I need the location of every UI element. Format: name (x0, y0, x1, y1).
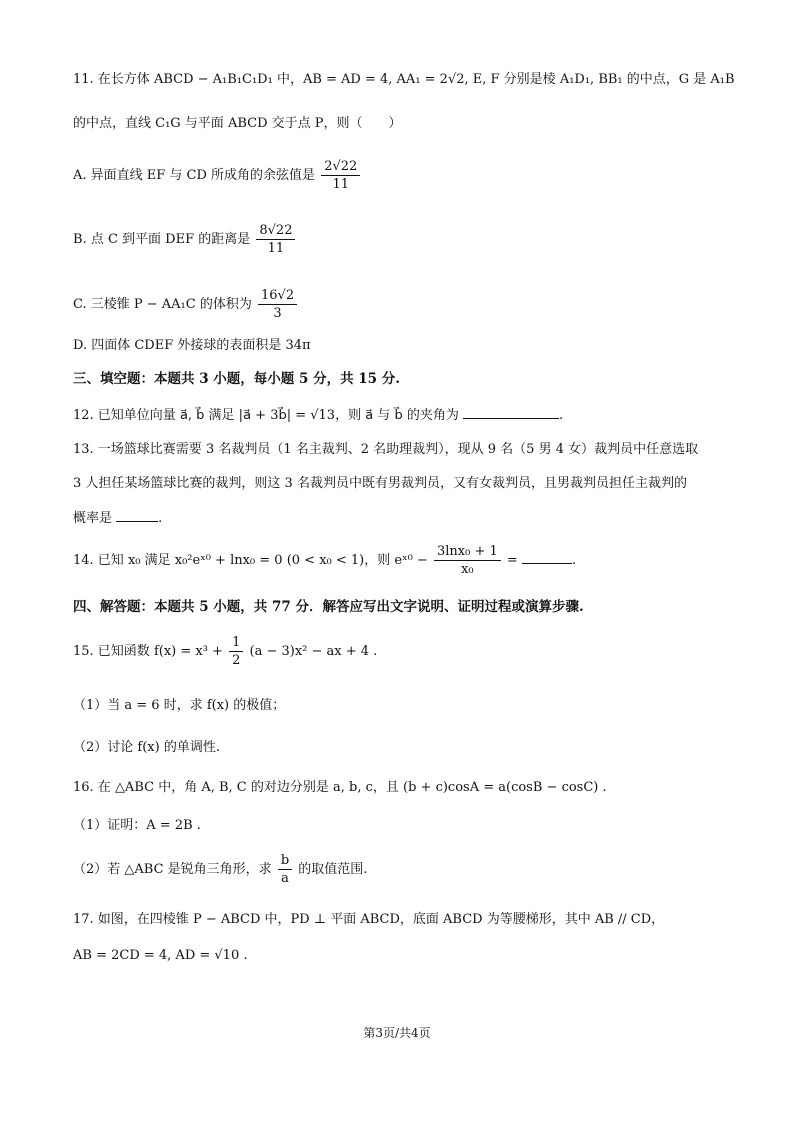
q15-part2: （2）讨论 f(x) 的单调性. (73, 740, 220, 755)
q11-option-c-fraction (258, 287, 297, 322)
q13-end: . (158, 511, 163, 526)
q14-equals: = (506, 553, 518, 568)
q16-part2 (73, 852, 367, 887)
q11-option-c-denominator: 3 (273, 306, 282, 321)
q16-ratio-numerator: b (278, 852, 292, 870)
section-fill-in-heading: 三、填空题：本题共 3 小题，每小题 5 分，共 15 分. (73, 371, 400, 387)
q12-text: 12. 已知单位向量 a⃗, b⃗ 满足 |a⃗ + 3b⃗| = √13，则 a⃗ 与 b⃗ 的夹角为 (73, 408, 459, 423)
q12-answer-blank[interactable] (463, 404, 559, 419)
q15-half-denominator: 2 (232, 653, 241, 668)
q14-denominator: x₀ (461, 562, 474, 577)
q13-stem-line2: 3 人担任某场篮球比赛的裁判，则这 3 名裁判员中既有男裁判员，又有女裁判员，且男裁判员担任主裁判的 (73, 476, 687, 491)
q14-answer-blank[interactable] (522, 549, 572, 564)
q11-option-b (73, 222, 297, 257)
q17-stem-line2: AB = 2CD = 4, AD = √10 . (73, 948, 248, 963)
q15-stem (73, 634, 377, 669)
q11-stem-line2: 的中点，直线 C₁G 与平面 ABCD 交于点 P，则（ ） (73, 116, 402, 131)
q15-half-numerator: 1 (229, 634, 243, 652)
q15-part1: （1）当 a = 6 时，求 f(x) 的极值； (73, 698, 286, 713)
q11-option-a-text: A. 异面直线 EF 与 CD 所成角的余弦值是 (73, 168, 316, 183)
q11-option-b-numerator: 8√22 (256, 222, 295, 240)
q16-ratio-fraction (278, 852, 292, 887)
q13-text: 概率是 (73, 511, 113, 526)
q11-option-b-denominator: 11 (267, 241, 285, 256)
page-number-footer: 第3页/共4页 (363, 1026, 431, 1040)
q16-part2-pre: （2）若 △ABC 是锐角三角形，求 (73, 862, 272, 877)
q11-option-a-fraction (321, 158, 360, 193)
q14-stem (73, 543, 576, 578)
section-solve-heading: 四、解答题：本题共 5 小题，共 77 分．解答应写出文字说明、证明过程或演算步骤. (73, 599, 584, 615)
q14-end: . (571, 553, 577, 568)
q11-option-a (73, 158, 362, 193)
q11-option-a-numerator: 2√22 (321, 158, 360, 176)
q15-text-post: (a − 3)x² − ax + 4 . (249, 644, 378, 659)
q17-stem-line1: 17. 如图，在四棱锥 P − ABCD 中，PD ⊥ 平面 ABCD，底面 ABCD 为等腰梯形，其中 AB // CD， (73, 912, 665, 927)
q11-option-c-text: C. 三棱锥 P − AA₁C 的体积为 (73, 297, 252, 312)
q11-option-b-fraction (256, 222, 295, 257)
q16-stem: 16. 在 △ABC 中，角 A, B, C 的对边分别是 a, b, c，且 (b + c)cosA = a(cosB − cosC) . (73, 780, 607, 795)
q13-stem-line3 (73, 507, 162, 529)
q14-text: 14. 已知 x₀ 满足 x₀²eˣ⁰ + lnx₀ = 0 (0 < x₀ < 1)，则 eˣ⁰ − (73, 553, 428, 568)
q14-fraction (434, 543, 501, 578)
q11-option-c-numerator: 16√2 (258, 287, 297, 305)
q16-part1: （1）证明：A = 2B . (73, 818, 201, 833)
q11-stem-line1: 11. 在长方体 ABCD − A₁B₁C₁D₁ 中，AB = AD = 4, AA₁ = 2√2, E, F 分别是棱 A₁D₁, BB₁ 的中点，G 是 A₁B (73, 72, 735, 87)
q15-half-fraction (229, 634, 243, 669)
q16-ratio-denominator: a (281, 871, 289, 886)
q11-option-a-denominator: 11 (332, 177, 350, 192)
q14-numerator: 3lnx₀ + 1 (434, 543, 501, 561)
q12-end: . (558, 408, 564, 423)
q13-answer-blank[interactable] (116, 507, 158, 522)
q11-option-d: D. 四面体 CDEF 外接球的表面积是 34π (73, 338, 311, 353)
q16-part2-post: 的取值范围. (298, 862, 368, 877)
q12-stem (73, 404, 563, 426)
q13-stem-line1: 13. 一场篮球比赛需要 3 名裁判员（1 名主裁判、2 名助理裁判），现从 9 名（5 男 4 女）裁判员中任意选取 (73, 442, 699, 457)
q11-option-c (73, 287, 299, 322)
q15-text-pre: 15. 已知函数 f(x) = x³ + (73, 644, 223, 659)
q11-option-b-text: B. 点 C 到平面 DEF 的距离是 (73, 232, 251, 247)
